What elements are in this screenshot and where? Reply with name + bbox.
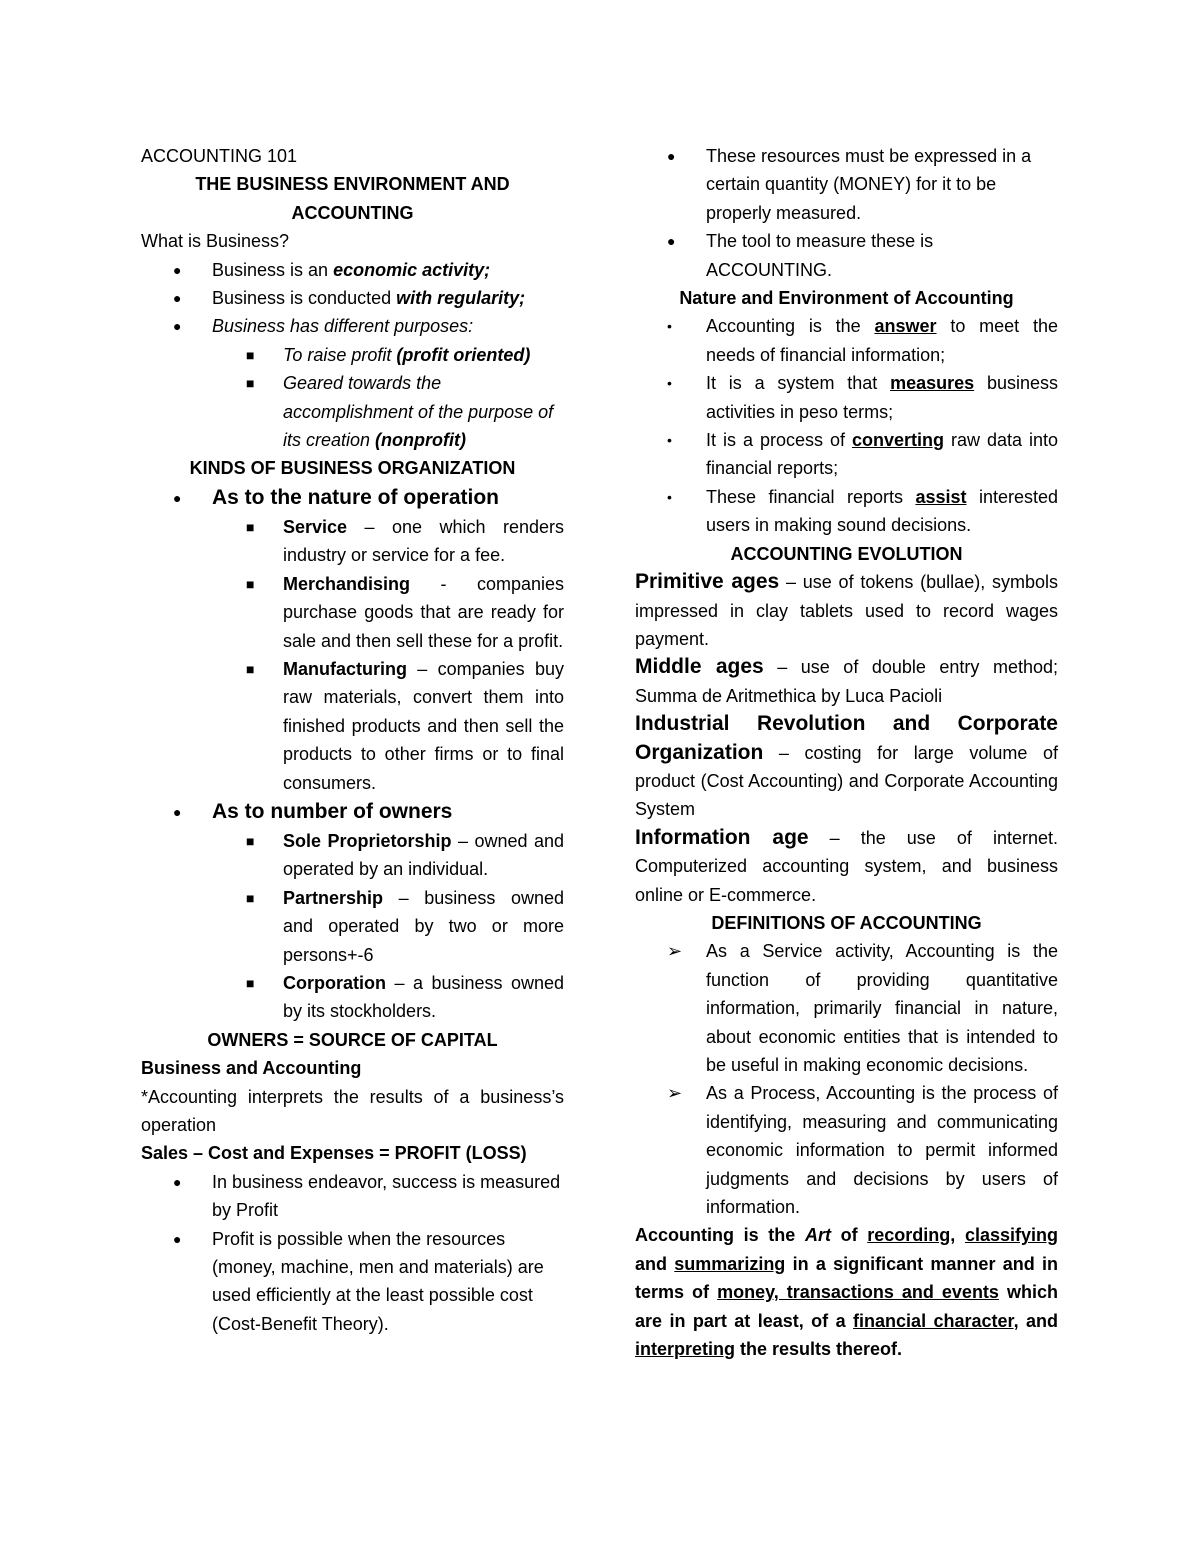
- list-text: Business is conducted: [212, 288, 397, 309]
- definition: – costing for large volume of product (Cost Accounting) and Corporate Accounting System: [635, 742, 1058, 820]
- bullet-icon: [173, 256, 181, 284]
- evolution-industrial: [635, 710, 1058, 824]
- term: Corporation: [283, 972, 386, 993]
- owners-capital: OWNERS = SOURCE OF CAPITAL: [207, 1029, 498, 1050]
- list-item: [141, 1168, 564, 1225]
- sub-list-item: [141, 513, 564, 570]
- kinds-heading: KINDS OF BUSINESS ORGANIZATION: [189, 458, 516, 479]
- list-text: As a Process, Accounting is the process of identifying, measuring and communicating economic information to permit informed judgments and decisions by users of information.: [706, 1083, 1058, 1218]
- bullet-icon: [667, 227, 675, 255]
- key-term: converting: [851, 430, 944, 451]
- list-text: These financial reports: [706, 486, 916, 507]
- right-column: [635, 142, 1058, 1363]
- text: which are in part at least, of a: [635, 1282, 1058, 1331]
- list-item: [635, 142, 1058, 227]
- small-bullet-icon: •: [667, 432, 672, 449]
- accounting-art-definition: [635, 1221, 1058, 1363]
- what-is-business: What is Business?: [141, 231, 290, 252]
- left-column: [141, 142, 564, 1338]
- list-text: interested users in making sound decisions.: [706, 486, 1058, 536]
- list-text: Business is an: [212, 259, 334, 280]
- sub-list-item: [141, 827, 564, 884]
- evolution-primitive: [635, 568, 1058, 653]
- nature-environment-heading: Nature and Environment of Accounting: [679, 288, 1014, 309]
- list-item: [635, 1079, 1058, 1221]
- term: Primitive ages: [635, 570, 780, 594]
- list-item: [141, 1225, 564, 1339]
- term: Middle ages: [635, 655, 764, 679]
- emphasis: (profit oriented): [396, 344, 531, 365]
- key-term: summarizing: [674, 1253, 786, 1274]
- bullet-icon: [173, 1168, 181, 1196]
- list-text: In business endeavor, success is measured by Profit: [212, 1171, 561, 1221]
- list-item: [635, 227, 1058, 284]
- sub-list-item: [141, 570, 564, 655]
- list-item: [635, 937, 1058, 1079]
- small-bullet-icon: •: [667, 375, 672, 392]
- list-item: [635, 483, 1058, 540]
- small-bullet-icon: •: [667, 488, 672, 505]
- list-item: [141, 312, 564, 340]
- list-text: It is a process of: [706, 430, 852, 451]
- list-text: business activities in peso terms;: [706, 373, 1059, 422]
- sub-list-item: [141, 369, 564, 454]
- course-title: ACCOUNTING 101: [141, 146, 298, 166]
- term: Sole Proprietorship: [283, 830, 452, 851]
- text: in a significant manner and in terms of: [635, 1253, 1058, 1303]
- definition: – the use of internet. Computerized accounting system, and business online or E-commerce.: [635, 827, 1058, 905]
- list-text: Geared towards the accomplishment of the purpose of its creation: [283, 373, 554, 451]
- square-bullet-icon: [246, 369, 254, 397]
- square-bullet-icon: [246, 341, 254, 369]
- list-text: to meet the needs of financial information;: [706, 316, 1058, 365]
- bullet-icon: [173, 284, 181, 312]
- list-text: raw data into financial reports;: [706, 430, 1058, 479]
- evolution-information: [635, 824, 1058, 909]
- small-bullet-icon: •: [667, 318, 672, 335]
- list-text: Business has different purposes:: [212, 316, 474, 337]
- key-term: assist: [915, 486, 967, 507]
- text: the results thereof.: [735, 1339, 903, 1360]
- list-item: [635, 426, 1058, 483]
- square-bullet-icon: [246, 513, 254, 541]
- text: Accounting is the: [635, 1225, 805, 1246]
- section-heading: As to number of owners: [212, 799, 453, 823]
- key-term: interpreting: [635, 1339, 736, 1360]
- title-line-2: ACCOUNTING: [291, 202, 414, 223]
- definition: – use of double entry method; Summa de Aritmethica by Luca Pacioli: [635, 657, 1058, 706]
- sub-list-item: [141, 969, 564, 1026]
- interprets-text: *Accounting interprets the results of a business’s operation: [141, 1086, 564, 1135]
- bullet-icon: [173, 797, 181, 827]
- definition: – one which renders industry or service for a fee.: [283, 516, 564, 566]
- list-item: [635, 312, 1058, 369]
- evolution-heading: ACCOUNTING EVOLUTION: [730, 543, 963, 564]
- document-title: [141, 170, 564, 227]
- list-text: These resources must be expressed in a certain quantity (MONEY) for it to be properly measured.: [706, 146, 1032, 223]
- key-term: answer: [874, 316, 937, 337]
- section-heading: As to the nature of operation: [212, 485, 500, 509]
- term: Partnership: [283, 887, 384, 908]
- list-item: [141, 483, 564, 513]
- business-accounting-heading: Business and Accounting: [141, 1058, 362, 1079]
- list-item: [141, 797, 564, 827]
- definition: – business owned and operated by two or more persons+-6: [283, 887, 564, 965]
- arrow-bullet-icon: [667, 1079, 682, 1108]
- list-item: [141, 256, 564, 284]
- term: Merchandising: [283, 573, 411, 594]
- sub-list-item: [141, 884, 564, 969]
- sub-list-item: [141, 655, 564, 797]
- text: ,: [950, 1225, 965, 1246]
- text: of: [830, 1225, 868, 1246]
- definition: - companies purchase goods that are ready for sale and then sell these for a profit.: [283, 573, 564, 651]
- text: Art: [804, 1225, 831, 1246]
- list-text: To raise profit: [283, 344, 397, 365]
- definitions-heading: DEFINITIONS OF ACCOUNTING: [711, 912, 982, 933]
- title-line-1: THE BUSINESS ENVIRONMENT AND: [195, 174, 510, 195]
- evolution-middle: [635, 653, 1058, 710]
- list-text: Accounting is the: [706, 316, 875, 337]
- arrow-bullet-icon: [667, 937, 682, 966]
- term: Industrial Revolution and Corporate Organization: [635, 712, 1058, 764]
- key-term: money, transactions and events: [717, 1282, 999, 1303]
- square-bullet-icon: [246, 570, 254, 598]
- list-item: [635, 369, 1058, 426]
- bullet-icon: [173, 312, 181, 340]
- square-bullet-icon: [246, 884, 254, 912]
- definition: – companies buy raw materials, convert them into finished products and then sell the products to other firms or to final consumers.: [283, 658, 564, 793]
- key-term: classifying: [964, 1225, 1058, 1246]
- square-bullet-icon: [246, 827, 254, 855]
- list-text: As a Service activity, Accounting is the function of providing quantitative information, primarily financial in nature, about economic entities that is intended to be useful in making economic decisions.: [706, 941, 1058, 1075]
- bullet-icon: [667, 142, 675, 170]
- emphasis: with regularity;: [396, 288, 526, 309]
- sub-list-item: [141, 341, 564, 369]
- text: , and: [1013, 1310, 1058, 1331]
- emphasis: (nonprofit): [375, 430, 467, 451]
- key-term: measures: [890, 373, 975, 394]
- term: Information age: [635, 825, 809, 849]
- list-text: It is a system that: [706, 373, 891, 394]
- definition: – a business owned by its stockholders.: [283, 972, 564, 1022]
- term: Service: [283, 516, 348, 537]
- list-text: Profit is possible when the resources (money, machine, men and materials) are used efficiently at the least possible cost (Cost-Benefit Theory).: [212, 1228, 544, 1334]
- definition: – owned and operated by an individual.: [283, 830, 564, 880]
- emphasis: economic activity;: [333, 259, 491, 280]
- list-item: [141, 284, 564, 312]
- square-bullet-icon: [246, 969, 254, 997]
- key-term: recording: [867, 1225, 951, 1246]
- definition: – use of tokens (bullae), symbols impressed in clay tablets used to record wages payment.: [635, 572, 1058, 649]
- list-text: The tool to measure these is ACCOUNTING.: [706, 231, 934, 280]
- square-bullet-icon: [246, 655, 254, 683]
- key-term: financial character: [853, 1310, 1014, 1331]
- sales-formula: Sales – Cost and Expenses = PROFIT (LOSS): [141, 1143, 527, 1164]
- bullet-icon: [173, 483, 181, 513]
- term: Manufacturing: [283, 658, 407, 679]
- text: and: [635, 1253, 675, 1274]
- bullet-icon: [173, 1225, 181, 1253]
